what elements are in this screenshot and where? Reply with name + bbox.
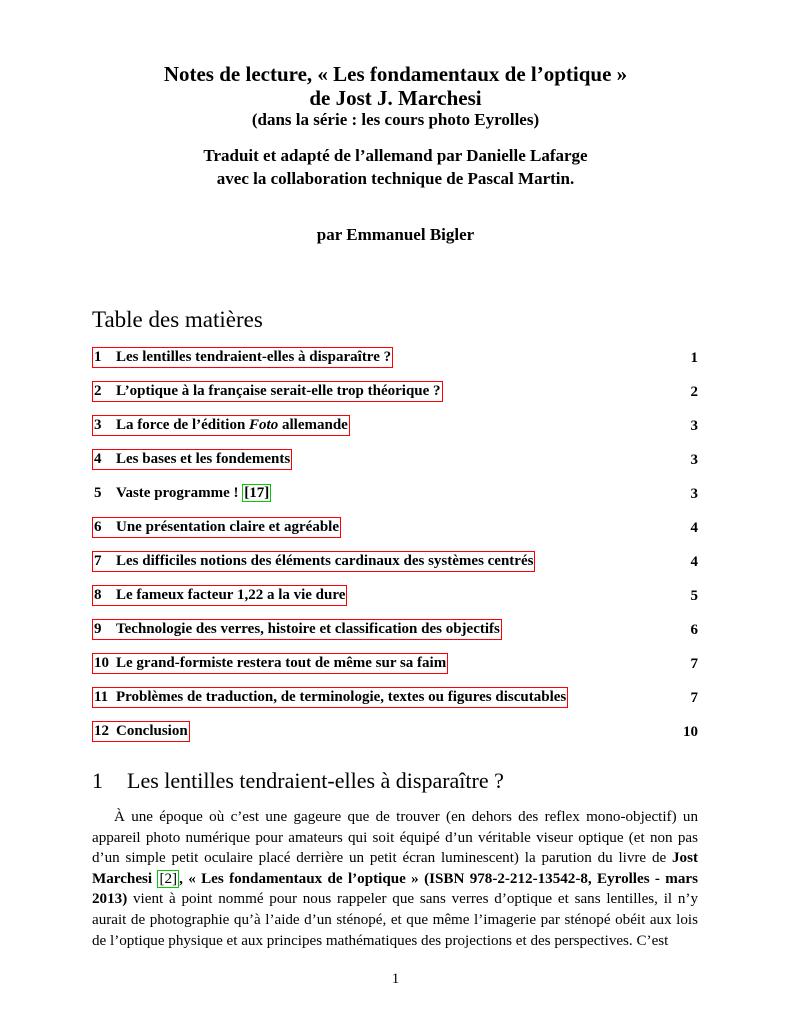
toc-link-4[interactable]: 4 Les bases et les fondements [92,449,292,470]
toc-row-5 [92,483,698,505]
toc-link-9[interactable]: 9 Technologie des verres, histoire et classification des objectifs [92,619,502,640]
toc-row-12 [92,721,698,743]
toc-page-1: 1 [690,350,698,366]
toc-page-2: 2 [690,384,698,400]
toc-row-3 [92,415,698,437]
translation-credit-line1: Traduit et adapté de l’allemand par Danielle Lafarge [203,146,588,165]
page-number: 1 [391,971,400,987]
toc-page-6: 4 [690,520,698,536]
toc-page-11: 7 [690,690,698,706]
toc-page-12: 10 [683,724,698,740]
toc-row-2 [92,381,698,403]
toc-row-6 [92,517,698,539]
toc-row-9 [92,619,698,641]
toc-entry-5: 5 Vaste programme ! [17] [94,485,270,501]
toc-row-1 [92,347,698,369]
toc-link-10[interactable]: 10 Le grand-formiste restera tout de même sur sa faim [92,653,448,674]
document-title-line1: Notes de lecture, « Les fondamentaux de l’optique » [163,62,628,86]
toc-link-12[interactable]: 12 Conclusion [92,721,190,742]
citation-link-17[interactable]: [17] [244,485,270,501]
toc-heading: Table des matières [92,307,263,332]
toc-row-7 [92,551,698,573]
toc-link-6[interactable]: 6 Une présentation claire et agréable [92,517,341,538]
author-line: par Emmanuel Bigler [316,225,475,244]
citation-link-2[interactable]: [2] [159,870,178,887]
document-title-line2: de Jost J. Marchesi [309,86,482,110]
series-subtitle: (dans la série : les cours photo Eyrolles) [251,110,540,129]
toc-page-9: 6 [690,622,698,638]
toc-page-8: 5 [690,588,698,604]
toc-page-7: 4 [690,554,698,570]
translation-credit-line2: avec la collaboration technique de Pascal Martin. [216,169,575,188]
toc-page-3: 3 [690,418,698,434]
toc-link-7[interactable]: 7 Les difficiles notions des éléments cardinaux des systèmes centrés [92,551,535,572]
toc-link-1[interactable]: 1 Les lentilles tendraient-elles à disparaître ? [92,347,393,368]
toc-page-4: 3 [690,452,698,468]
toc-row-4 [92,449,698,471]
toc-row-8 [92,585,698,607]
toc-link-8[interactable]: 8 Le fameux facteur 1,22 a la vie dure [92,585,347,606]
toc-page-5: 3 [690,486,698,502]
toc-row-10 [92,653,698,675]
section-1-paragraph: À une époque où c’est une gageure que de trouver (en dehors des reflex mono-objectif) un appareil photo numérique pour amateurs qui soit équipé d’un véritable viseur optique (et non pas d’un simple petit oculaire placé derrière un petit écran luminescent) la parution du livre de Jost Marchesi [2] , « Les fondamentaux de l’optique » (ISBN 978-2-212-13542-8, Eyrolles - mars 2013) vient à point nommé pour nous rappeler que sans verres d’optique et sans lentilles, il n’y aurait de photographie qu’à l’aide d’un sténopé, et que même l’imagerie par sténopé obéit aux lois de l’optique physique et aux principes mathématiques des projections et des perspectives. C’est [92,809,698,949]
toc-link-3[interactable]: 3 La force de l’édition Foto allemande [92,415,350,436]
section-1-heading: 1 Les lentilles tendraient-elles à disparaître ? [92,768,504,793]
toc-row-11 [92,687,698,709]
toc-link-11[interactable]: 11 Problèmes de traduction, de terminologie, textes ou figures discutables [92,687,568,708]
toc-page-10: 7 [690,656,698,672]
toc-link-2[interactable]: 2 L’optique à la française serait-elle trop théorique ? [92,381,443,402]
